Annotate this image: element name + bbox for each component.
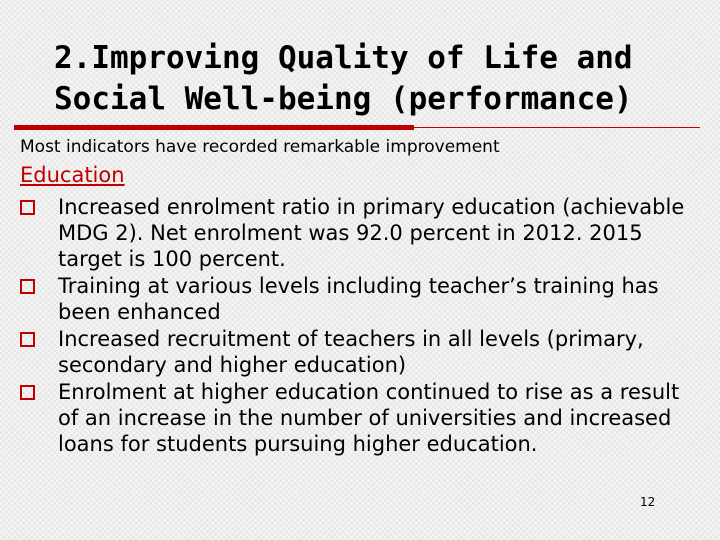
list-item xyxy=(20,379,700,457)
list-item xyxy=(20,326,700,378)
slide-subtitle: Most indicators have recorded remarkable improvement xyxy=(20,137,500,157)
hollow-square-bullet-icon xyxy=(20,385,35,400)
list-item xyxy=(20,273,700,325)
title-divider-thick xyxy=(14,125,414,130)
list-item xyxy=(20,194,700,272)
bullet-text: Increased enrolment ratio in primary education (achievable MDG 2). Net enrolment was 92.0 percent in 2012. 2015 target is 100 percent. xyxy=(58,195,685,271)
bullet-text: Enrolment at higher education continued to rise as a result of an increase in the number of universities and increased loans for students pursuing higher education. xyxy=(58,380,680,456)
bullet-text: Increased recruitment of teachers in all levels (primary, secondary and higher education) xyxy=(58,327,644,377)
hollow-square-bullet-icon xyxy=(20,200,35,215)
bullet-list xyxy=(20,194,700,458)
page-number: 12 xyxy=(640,495,656,509)
section-heading-education: Education xyxy=(20,163,125,187)
title-divider-thin xyxy=(414,127,700,128)
hollow-square-bullet-icon xyxy=(20,332,35,347)
hollow-square-bullet-icon xyxy=(20,279,35,294)
title-divider xyxy=(14,125,700,130)
bullet-text: Training at various levels including teacher’s training has been enhanced xyxy=(58,274,659,324)
slide-title: 2.Improving Quality of Life and Social Well-being (performance) xyxy=(54,40,633,117)
